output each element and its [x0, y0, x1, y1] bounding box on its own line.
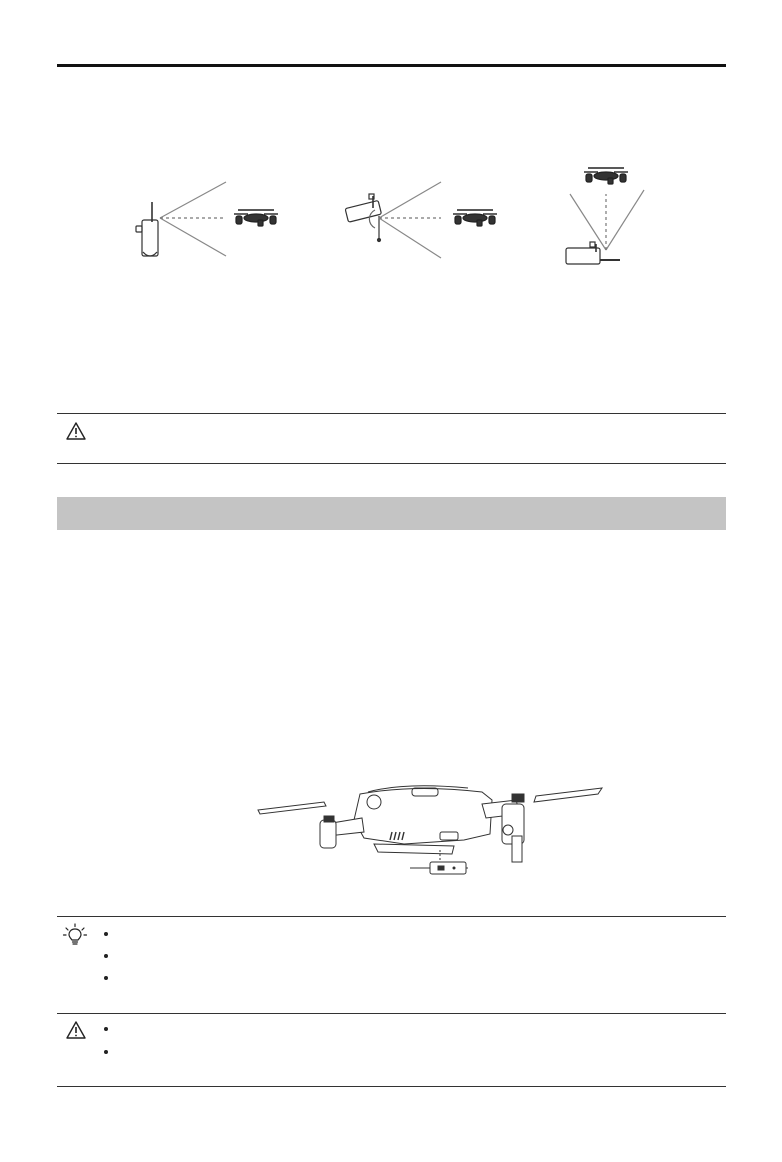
tip-bullet: [104, 932, 108, 936]
caution-top-rule: [57, 413, 726, 414]
caution-triangle-icon: [66, 422, 86, 440]
caution-bullet: [104, 1027, 108, 1031]
caution-bottom-rule: [57, 463, 726, 464]
remote-vertical-illustration: [130, 180, 290, 270]
drone-overhead-illustration: [558, 160, 668, 270]
tip-bullet: [104, 954, 108, 958]
caution-bullet: [104, 1050, 108, 1054]
caution-2-top-rule: [57, 1013, 726, 1014]
tip-bullet: [104, 976, 108, 980]
remote-tilted-illustration: [345, 180, 505, 270]
aircraft-side-view-illustration: [254, 774, 614, 884]
section-header-bar: [57, 497, 726, 530]
drone-icon: [453, 210, 497, 226]
lightbulb-tip-icon: [62, 922, 88, 948]
drone-icon: [234, 210, 278, 226]
caution-2-bottom-rule: [57, 1086, 726, 1087]
drone-icon: [584, 168, 628, 184]
caution-triangle-icon: [66, 1021, 86, 1039]
header-rule: [57, 64, 726, 67]
tip-top-rule: [57, 916, 726, 917]
